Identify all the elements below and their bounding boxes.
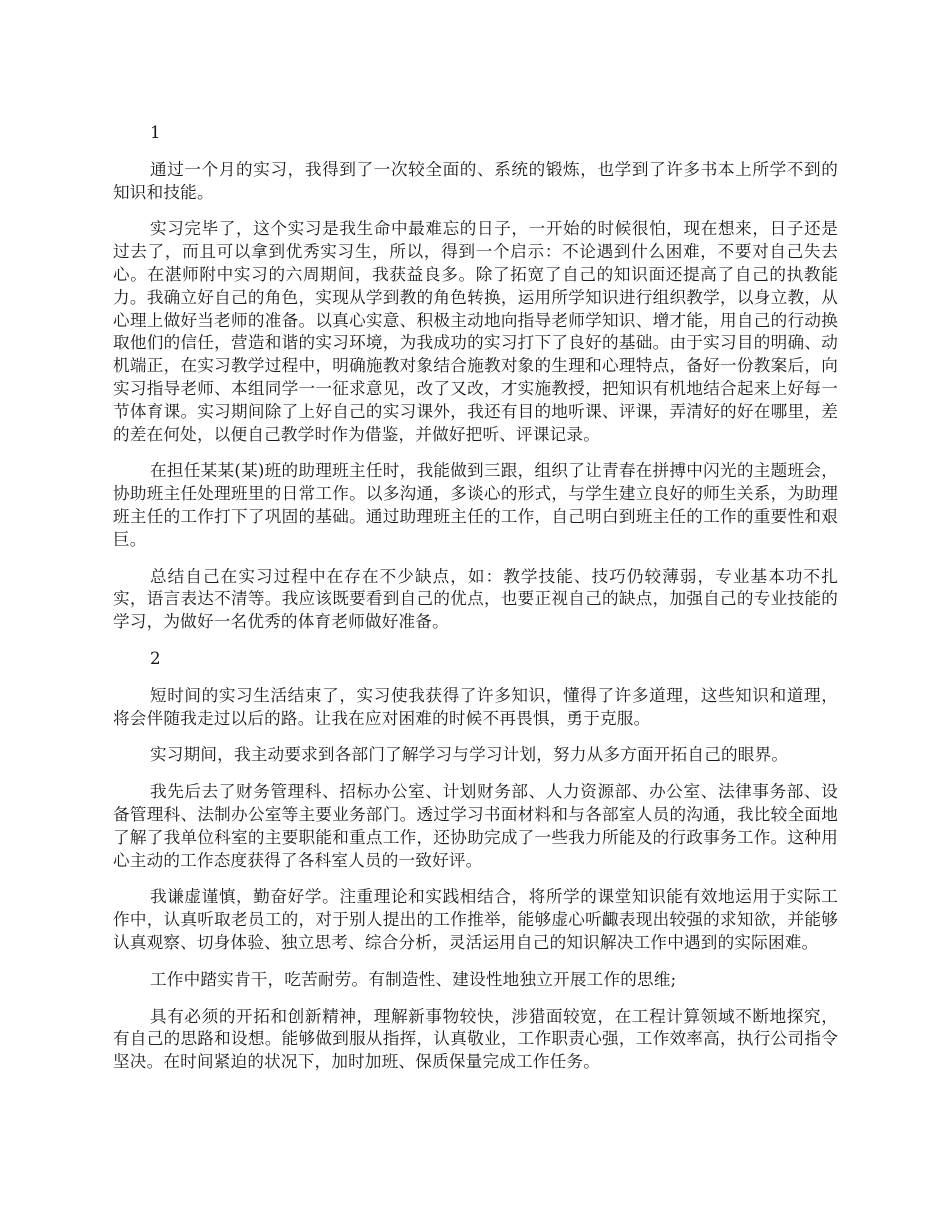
section-number: 1 [150, 123, 161, 142]
paragraph: 我谦虚谨慎，勤奋好学。注重理论和实践相结合，将所学的课堂知识能有效地运用于实际工作中，认真听取老员工的，对于别人提出的工作推举，能够虚心听齱表现出较强的求知欲，并能够认真观察、切身体验、独立思考、综合分析，灵活运用自己的知识解决工作中遇到的实际困难。 [113, 887, 838, 952]
paragraph: 总结自己在实习过程中在存在不少缺点，如：教学技能、技巧仍较薄弱，专业基本功不扎实，语言表达不清等。我应该既要看到自己的优点，也要正视自己的缺点，加强自己的专业技能的学习，为做好一名优秀的体育老师做好准备。 [113, 566, 838, 632]
document-body [113, 122, 838, 1088]
paragraph: 短时间的实习生活结束了，实习使我获得了许多知识，懂得了许多道理，这些知识和道理，将会伴随我走过以后的路。让我在应对困难的时候不再畏惧，勇于克服。 [113, 685, 838, 728]
paragraph: 实习完毕了，这个实习是我生命中最难忘的日子，一开始的时候很怕，现在想来，日子还是过去了，而且可以拿到优秀实习生，所以，得到一个启示：不论遇到什么困难，不要对自己失去心。在湛师附中实习的六周期间，我获益良多。除了拓宽了自己的知识面还提高了自己的执教能力。我确立好自己的角色，实现从学到教的角色转换，运用所学知识进行组织教学，以身立教，从心理上做好当老师的准备。以真心实意、积极主动地向指导老师学知识、增才能，用自己的行动换取他们的信任，营造和谐的实习环境，为我成功的实习打下了良好的基础。由于实习目的明确、动机端正，在实习教学过程中，明确施教对象结合施教对象的生理和心理特点，备好一份教案后，向实习指导老师、本组同学一一征求意见，改了又改，才实施教授，把知识有机地结合起来上好每一节体育课。实习期间除了上好自己的实习课外，我还有目的地听课、评课，弄清好的好在哪里，差的差在何处，以便自己教学时作为借鉴，并做好把听、评课记录。 [113, 219, 838, 444]
paragraph: 具有必须的开拓和创新精神，理解新事物较快，涉猎面较宽，在工程计算领域不断地探究，有自己的思路和设想。能够做到服从指挥，认真敬业，工作职责心强，工作效率高，执行公司指令坚决。在时间紧迫的状况下，加时加班、保质保量完成工作任务。 [113, 1006, 838, 1072]
section-number: 2 [150, 648, 161, 668]
paragraph: 实习期间，我主动要求到各部门了解学习与学习计划，努力从多方面开拓自己的眼界。 [150, 745, 789, 765]
paragraph: 我先后去了财务管理科、招标办公室、计划财务部、人力资源部、办公室、法律事务部、设备管理科、法制办公室等主要业务部门。透过学习书面材料和与各部室人员的沟通，我比较全面地了解了我单位科室的主要职能和重点工作，还协助完成了一些我力所能及的行政事务工作。这种用心主动的工作态度获得了各科室人员的一致好评。 [113, 782, 838, 870]
paragraph: 在担任某某(某)班的助理班主任时，我能做到三跟，组织了让青春在拼搏中闪光的主题班会，协助班主任处理班里的日常工作。以多沟通，多谈心的形式，与学生建立良好的师生关系，为助理班主任的工作打下了巩固的基础。通过助理班主任的工作，自己明白到班主任的工作的重要性和艰巨。 [113, 461, 838, 549]
paragraph: 工作中踏实肯干，吃苦耐劳。有制造性、建设性地独立开展工作的思维; [150, 969, 677, 989]
paragraph: 通过一个月的实习，我得到了一次较全面的、系统的锻炼，也学到了许多书本上所学不到的知识和技能。 [113, 159, 838, 202]
